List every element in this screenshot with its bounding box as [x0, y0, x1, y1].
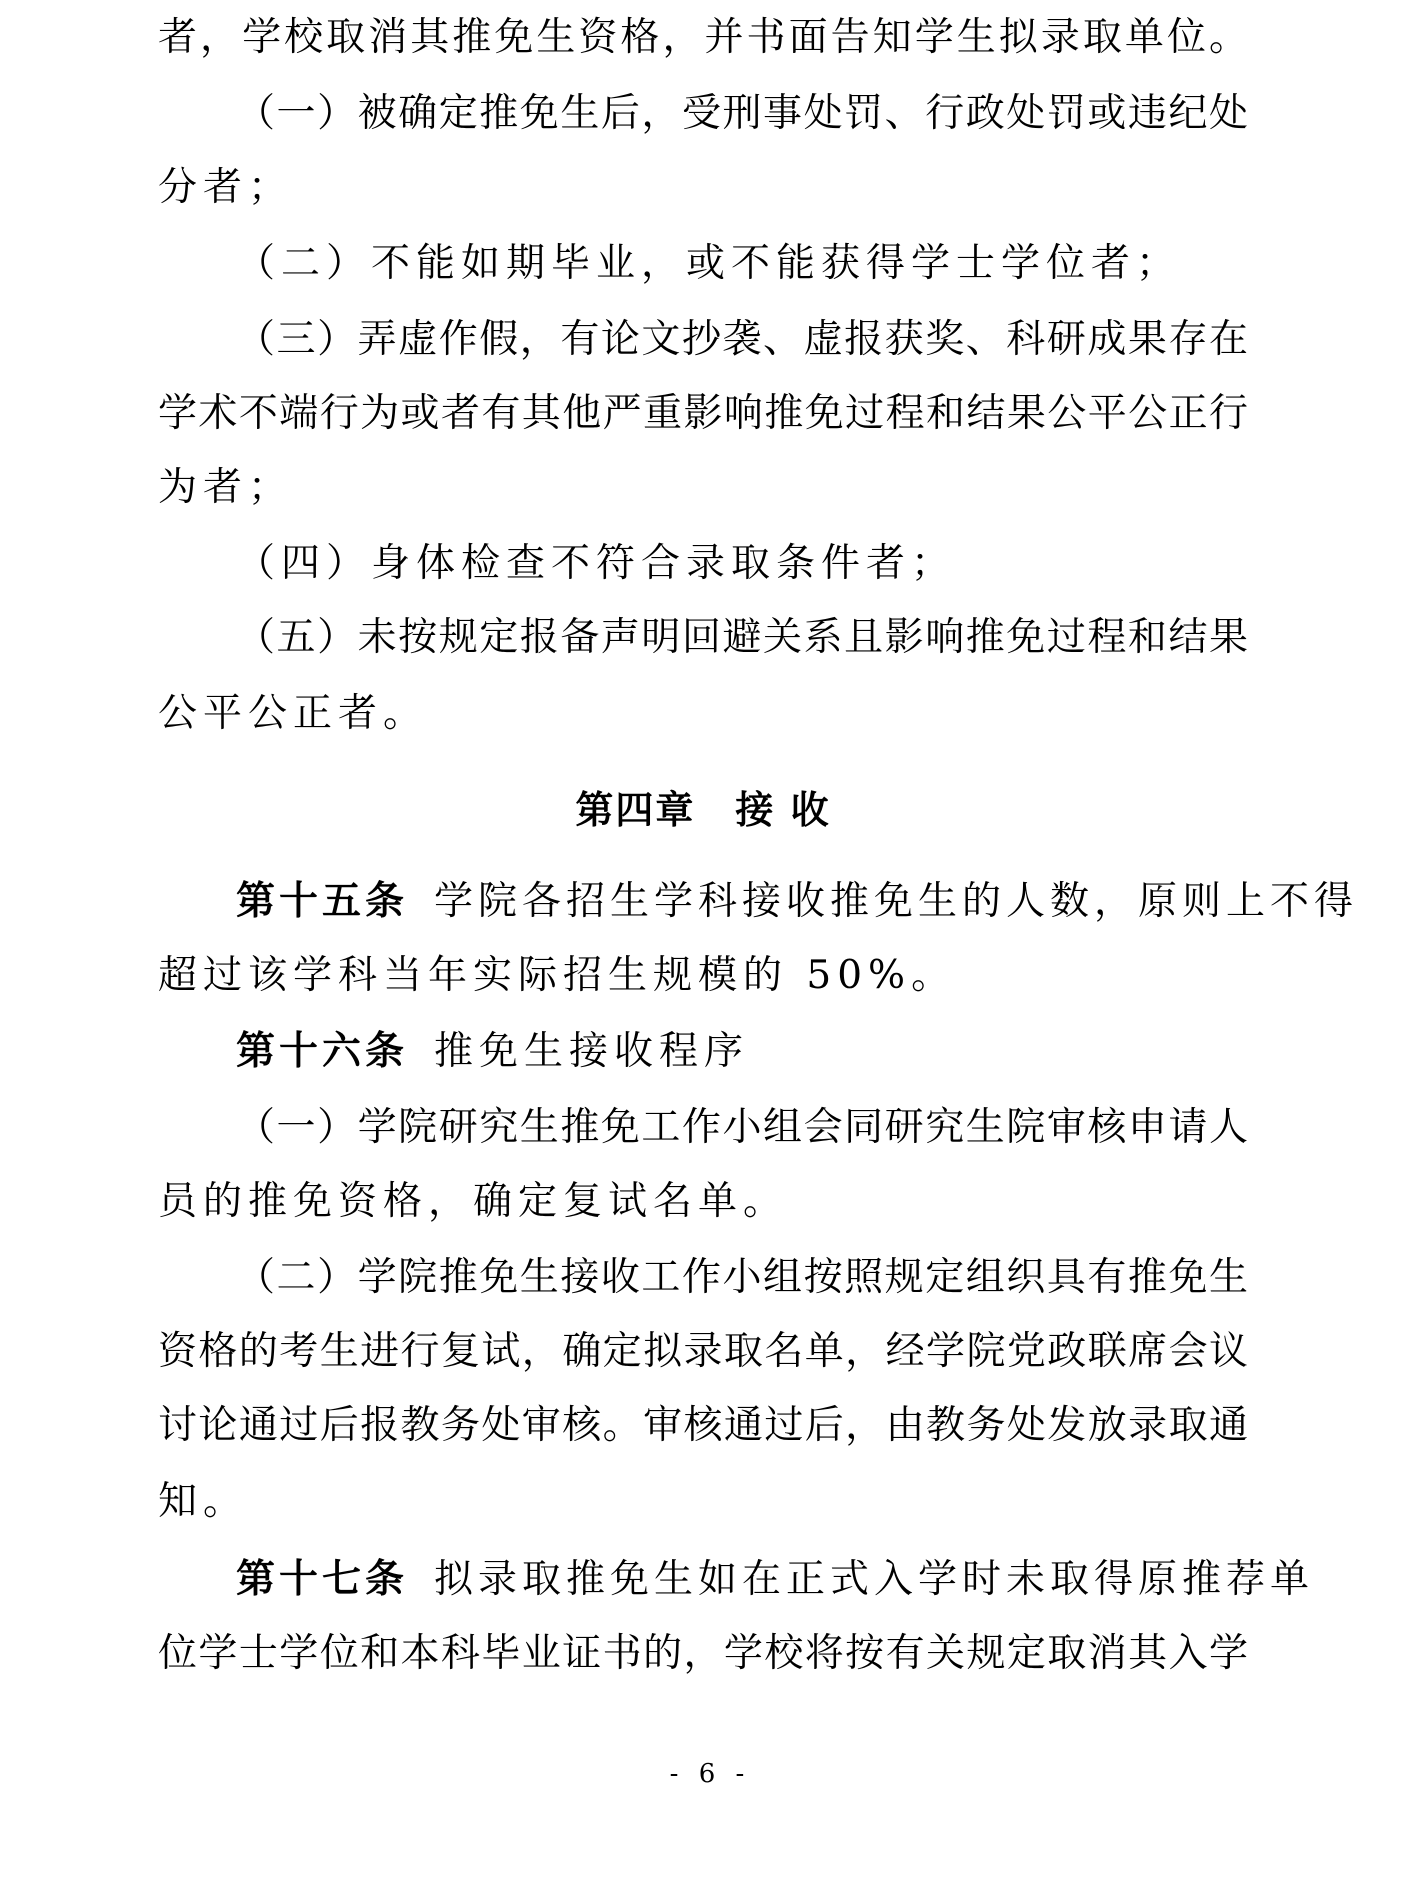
text-line: 学术不端行为或者有其他严重影响推免过程和结果公平公正行: [158, 391, 1248, 436]
text-line: 位学士学位和本科毕业证书的，学校将按有关规定取消其入学: [158, 1631, 1248, 1676]
text-line: （一）学院研究生推免工作小组会同研究生院审核申请人: [236, 1105, 1248, 1150]
text-line: 资格的考生进行复试，确定拟录取名单，经学院党政联席会议: [158, 1329, 1248, 1374]
text-line: 分者；: [158, 165, 294, 210]
chapter-heading: 第四章 接 收: [575, 788, 831, 832]
article-17-line-1: [158, 1556, 1315, 1604]
text-line: 为者；: [158, 465, 294, 510]
article-17-title: 第十七条: [236, 1557, 409, 1602]
text-line: 知。: [158, 1479, 249, 1524]
text-line: （三）弄虚作假，有论文抄袭、虚报获奖、科研成果存在: [236, 317, 1248, 362]
article-17-text: 拟录取推免生如在正式入学时未取得原推荐单: [434, 1557, 1315, 1602]
article-15-text: 学院各招生学科接收推免生的人数，原则上不得: [434, 879, 1359, 924]
article-16-line: [158, 1028, 1248, 1076]
article-15-line-2: 超过该学科当年实际招生规模的 50%。: [158, 953, 957, 998]
page-number: - 6 -: [669, 1759, 751, 1789]
article-16-text: 推免生接收程序: [434, 1029, 750, 1074]
article-15-line-1: [158, 878, 1359, 926]
text-line: （一）被确定推免生后，受刑事处罚、行政处罚或违纪处: [236, 91, 1248, 136]
text-line: （二）不能如期毕业，或不能获得学士学位者；: [236, 241, 1182, 286]
text-line: 讨论通过后报教务处审核。审核通过后，由教务处发放录取通: [158, 1403, 1248, 1448]
text-line: 员的推免资格，确定复试名单。: [158, 1179, 789, 1224]
article-15-title: 第十五条: [236, 879, 409, 924]
article-16-title: 第十六条: [236, 1029, 409, 1074]
text-line: 公平公正者。: [158, 691, 429, 736]
text-line: （二）学院推免生接收工作小组按照规定组织具有推免生: [236, 1255, 1248, 1300]
text-line: （五）未按规定报备声明回避关系且影响推免过程和结果: [236, 615, 1248, 660]
text-line: 者，学校取消其推免生资格，并书面告知学生拟录取单位。: [158, 15, 1248, 60]
text-line: （四）身体检查不符合录取条件者；: [236, 541, 957, 586]
